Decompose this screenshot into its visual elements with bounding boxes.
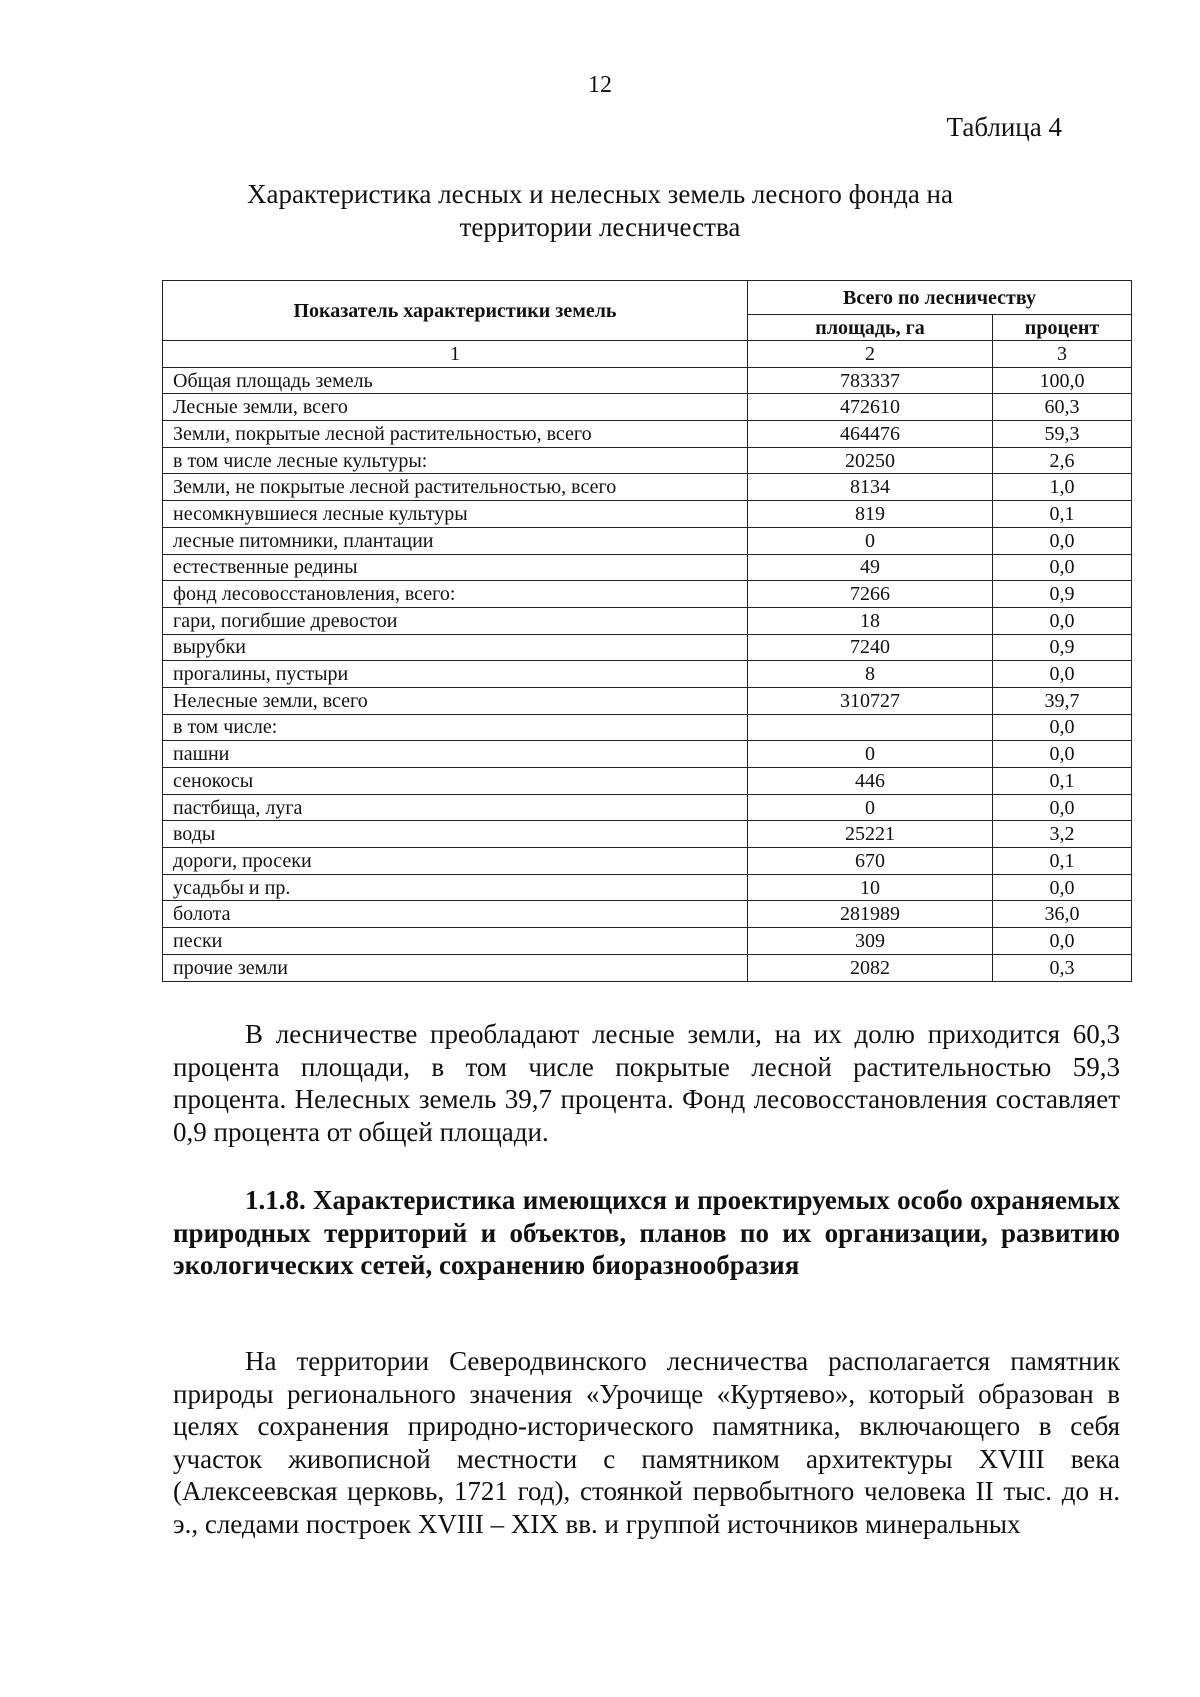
row-name-cell: фонд лесовосстановления, всего: [163, 581, 748, 608]
row-name-cell: несомкнувшиеся лесные культуры [163, 501, 748, 528]
row-percent-cell: 0,1 [993, 848, 1132, 875]
row-name-cell: лесные питомники, плантации [163, 527, 748, 554]
row-area-cell: 670 [748, 848, 993, 875]
column-number: 3 [993, 341, 1132, 368]
row-name-cell: прочие земли [163, 954, 748, 981]
row-area-cell [748, 714, 993, 741]
row-percent-cell: 0,1 [993, 501, 1132, 528]
row-area-cell: 472610 [748, 394, 993, 421]
row-percent-cell: 100,0 [993, 367, 1132, 394]
row-name-cell: Общая площадь земель [163, 367, 748, 394]
row-area-cell: 446 [748, 768, 993, 795]
row-percent-cell: 39,7 [993, 687, 1132, 714]
row-area-cell: 20250 [748, 447, 993, 474]
table-row [163, 901, 1132, 928]
row-name-cell: в том числе: [163, 714, 748, 741]
table-label: Таблица 4 [946, 112, 1062, 142]
table-row [163, 394, 1132, 421]
row-percent-cell: 60,3 [993, 394, 1132, 421]
table-row [163, 607, 1132, 634]
row-area-cell: 25221 [748, 821, 993, 848]
row-name-cell: пески [163, 928, 748, 955]
row-name-cell: в том числе лесные культуры: [163, 447, 748, 474]
row-percent-cell: 0,0 [993, 661, 1132, 688]
row-percent-cell: 1,0 [993, 474, 1132, 501]
table-row [163, 581, 1132, 608]
row-percent-cell: 0,0 [993, 741, 1132, 768]
row-percent-cell: 0,0 [993, 928, 1132, 955]
row-percent-cell: 0,0 [993, 874, 1132, 901]
table-row [163, 634, 1132, 661]
table-row [163, 954, 1132, 981]
row-percent-cell: 0,3 [993, 954, 1132, 981]
row-area-cell: 2082 [748, 954, 993, 981]
row-name-cell: болота [163, 901, 748, 928]
table-row [163, 768, 1132, 795]
paragraph-protected-areas: На территории Северодвинского лесничества располагается памятник природы регионального значения «Урочище «Куртяево», который образован в целях сохранения природно-исторического памятника, включающего в себя участок живописной местности с памятником архитектуры XVIII века (Алексеевская церковь, 1721 год), стоянкой первобытного человека II тыс. до н. э., следами построек XVIII – XIX вв. и группой источников минеральных [173, 1346, 1120, 1539]
row-name-cell: усадьбы и пр. [163, 874, 748, 901]
header-indicator: Показатель характеристики земель [163, 281, 748, 341]
row-area-cell: 7240 [748, 634, 993, 661]
row-area-cell: 10 [748, 874, 993, 901]
row-area-cell: 8134 [748, 474, 993, 501]
row-area-cell: 309 [748, 928, 993, 955]
column-number: 1 [163, 341, 748, 368]
row-name-cell: гари, погибшие древостои [163, 607, 748, 634]
row-percent-cell: 36,0 [993, 901, 1132, 928]
row-percent-cell: 0,1 [993, 768, 1132, 795]
row-area-cell: 281989 [748, 901, 993, 928]
table-row [163, 661, 1132, 688]
row-percent-cell: 0,0 [993, 554, 1132, 581]
table-row [163, 527, 1132, 554]
row-name-cell: дороги, просеки [163, 848, 748, 875]
header-percent: процент [993, 315, 1132, 341]
row-percent-cell: 59,3 [993, 421, 1132, 448]
table-row [163, 794, 1132, 821]
table-row [163, 928, 1132, 955]
header-group: Всего по лесничеству [748, 281, 1132, 315]
table-row [163, 874, 1132, 901]
table-title: Характеристика лесных и нелесных земель лесного фонда на территории лесничества [247, 179, 953, 242]
row-area-cell: 0 [748, 741, 993, 768]
row-area-cell: 464476 [748, 421, 993, 448]
row-area-cell: 783337 [748, 367, 993, 394]
row-percent-cell: 3,2 [993, 821, 1132, 848]
row-percent-cell: 0,0 [993, 527, 1132, 554]
table-row [163, 421, 1132, 448]
row-name-cell: вырубки [163, 634, 748, 661]
table-row [163, 687, 1132, 714]
paragraph-summary: В лесничестве преобладают лесные земли, на их долю приходится 60,3 процента площади, в том числе покрытые лесной растительностью 59,3 процента. Нелесных земель 39,7 процента. Фонд лесовосстановления составляет 0,9 процента от общей площади. [173, 1019, 1120, 1147]
row-area-cell: 310727 [748, 687, 993, 714]
table-row [163, 367, 1132, 394]
row-percent-cell: 0,9 [993, 581, 1132, 608]
header-area: площадь, га [748, 315, 993, 341]
table-row [163, 474, 1132, 501]
table-row [163, 447, 1132, 474]
table-row [163, 848, 1132, 875]
table-row [163, 714, 1132, 741]
row-percent-cell: 0,0 [993, 794, 1132, 821]
row-name-cell: пашни [163, 741, 748, 768]
row-area-cell: 0 [748, 794, 993, 821]
row-name-cell: пастбища, луга [163, 794, 748, 821]
page-number: 12 [588, 72, 612, 98]
row-name-cell: естественные редины [163, 554, 748, 581]
table-row [163, 554, 1132, 581]
row-percent-cell: 2,6 [993, 447, 1132, 474]
row-name-cell: Земли, не покрытые лесной растительностью, всего [163, 474, 748, 501]
row-area-cell: 7266 [748, 581, 993, 608]
row-percent-cell: 0,9 [993, 634, 1132, 661]
row-percent-cell: 0,0 [993, 714, 1132, 741]
row-name-cell: Земли, покрытые лесной растительностью, всего [163, 421, 748, 448]
row-name-cell: Лесные земли, всего [163, 394, 748, 421]
table-row [163, 501, 1132, 528]
row-area-cell: 8 [748, 661, 993, 688]
table-body [163, 367, 1132, 981]
row-area-cell: 819 [748, 501, 993, 528]
row-name-cell: прогалины, пустыри [163, 661, 748, 688]
land-characteristics-table [162, 280, 1132, 982]
row-name-cell: сенокосы [163, 768, 748, 795]
row-name-cell: воды [163, 821, 748, 848]
row-name-cell: Нелесные земли, всего [163, 687, 748, 714]
table-row [163, 741, 1132, 768]
section-heading: 1.1.8. Характеристика имеющихся и проектируемых особо охраняемых природных территорий и объектов, планов по их организации, развитию экологических сетей, сохранению биоразнообразия [173, 1185, 1120, 1280]
table-row [163, 821, 1132, 848]
row-percent-cell: 0,0 [993, 607, 1132, 634]
column-number: 2 [748, 341, 993, 368]
row-area-cell: 18 [748, 607, 993, 634]
row-area-cell: 49 [748, 554, 993, 581]
row-area-cell: 0 [748, 527, 993, 554]
